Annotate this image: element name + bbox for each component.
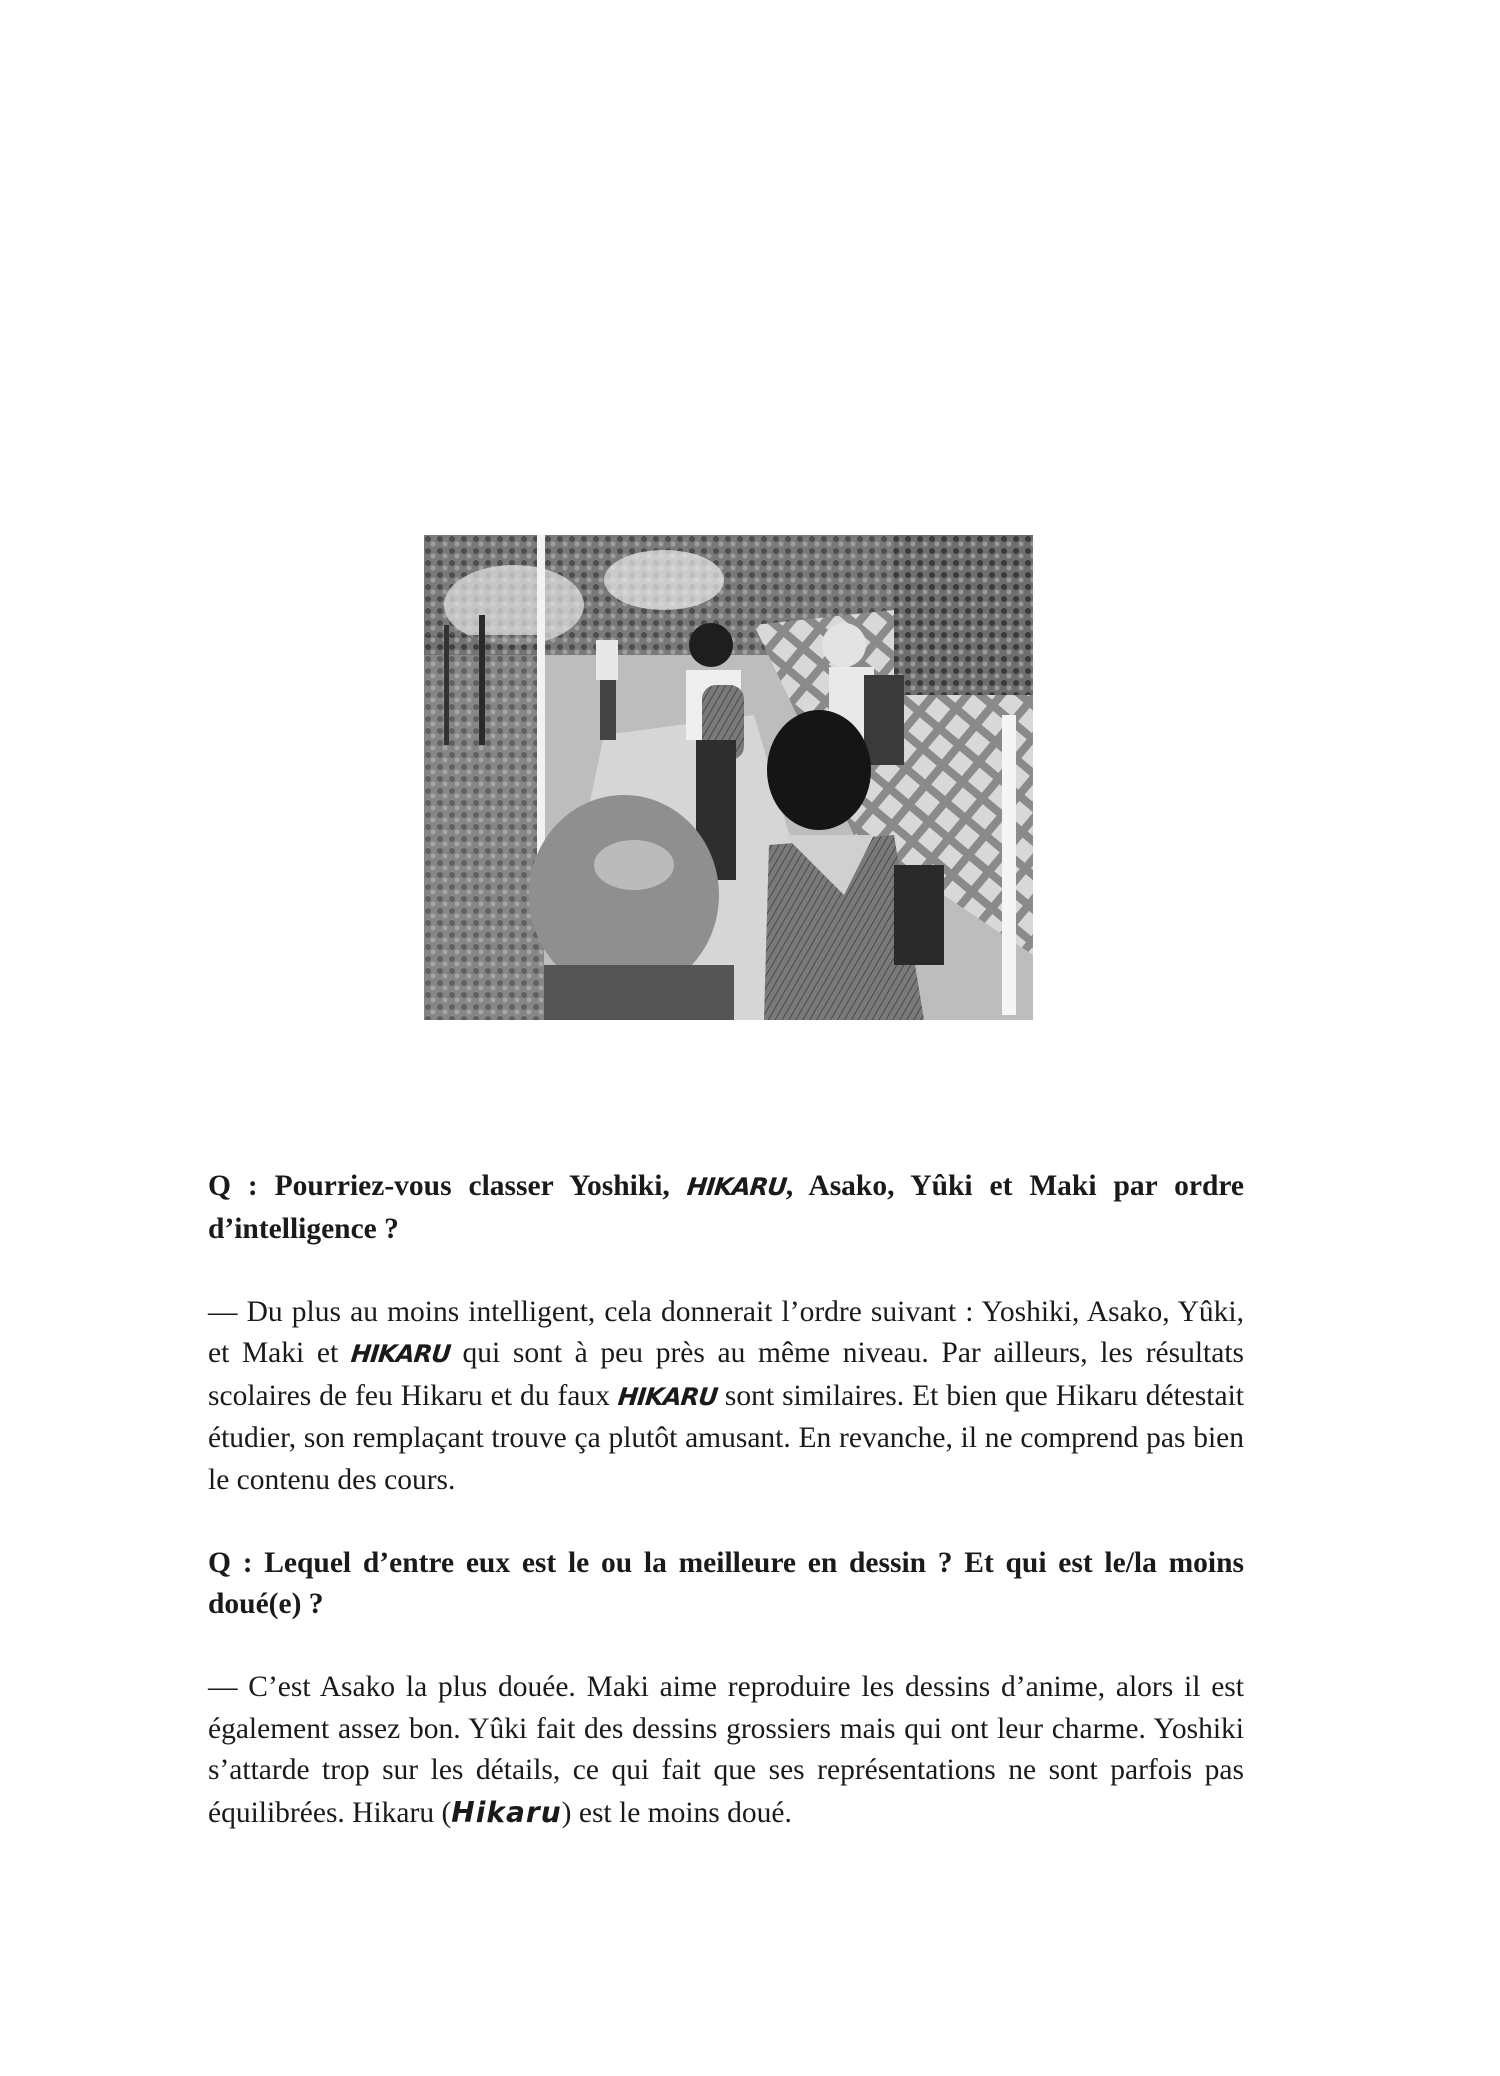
question-drawing: Q : Lequel d’entre eux est le ou la meilleure en dessin ? Et qui est le/la moins doué(e) ? [208, 1546, 1244, 1620]
manga-illustration [424, 535, 1033, 1020]
sfx-left [537, 535, 545, 855]
stylized-name-hikaru-script: Hikaru [451, 1795, 562, 1829]
answer-text: — C’est Asako la plus douée. Maki aime reproduire les dessins d’anime, alors il est également assez bon. Yûki fait des dessins grossiers mais qui ont leur charme. Yoshiki s’attarde trop sur les détails, ce qui fait que ses représentations ne sont parfois pas équilibrées. Hikaru ( [208, 1671, 1244, 1829]
stylized-name-hikaru: HIKARU [685, 1173, 788, 1201]
stylized-name-hikaru: HIKARU [616, 1382, 719, 1411]
question-text: , Asako, Yûki et Maki par ordre d’intelligence ? [208, 1170, 1244, 1245]
illustration-art [424, 535, 1033, 1020]
answer-text: sont similaires. Et bien que Hikaru détestait étudier, son remplaçant trouve ça plutôt amusant. En revanche, il ne comprend pas bien le contenu des cours. [208, 1379, 1244, 1496]
answer-text: ) est le moins doué. [561, 1796, 792, 1829]
right-foliage [894, 535, 1033, 695]
answer-text: — Du plus au moins intelligent, cela donnerait l’ordre suivant : Yoshiki, Asako, Yûki, et Maki et [208, 1295, 1244, 1369]
stylized-name-hikaru: HIKARU [349, 1340, 452, 1368]
answer-intelligence [208, 1292, 1244, 1502]
answer-text: qui sont à peu près au même niveau. Par ailleurs, les résultats scolaires de feu Hikaru et du faux [208, 1337, 1244, 1412]
interview-text [208, 1166, 1244, 1876]
question-intelligence [208, 1166, 1244, 1250]
answer-drawing [208, 1667, 1244, 1834]
question-text: Q : Pourriez-vous classer Yoshiki, [208, 1170, 687, 1202]
sfx-right [1002, 715, 1016, 1015]
